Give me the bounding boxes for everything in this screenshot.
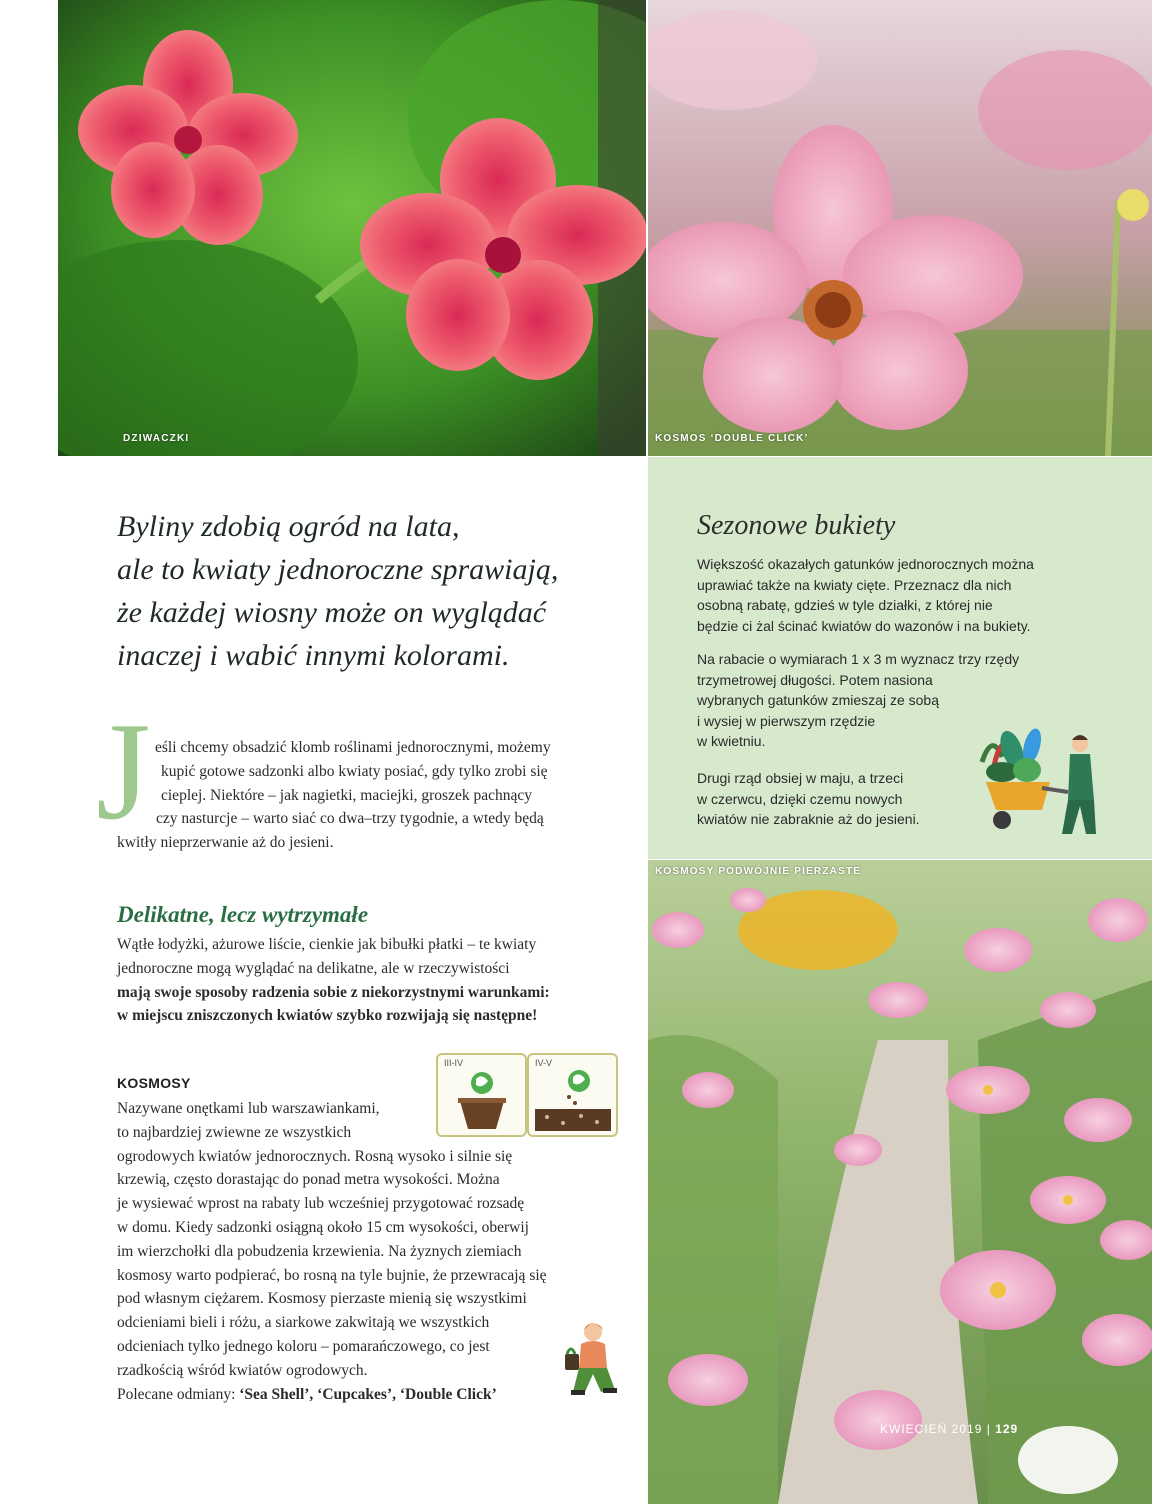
sidebar-paragraph-3 — [697, 768, 920, 830]
delicate-bold-line: w miejscu zniszczonych kwiatów szybko rozwijają się następne! — [117, 1007, 538, 1025]
kosmosy-line: kosmosy warto podpierać, bo rosną na tyle bujnie, że przewracają się — [117, 1266, 547, 1284]
kosmosy-line: Nazywane onętkami lub warszawiankami, — [117, 1100, 380, 1117]
intro-paragraph — [0, 736, 600, 855]
magazine-issue: KWIECIEŃ 2019 — [880, 1422, 983, 1436]
photo-caption: KOSMOS ‘DOUBLE CLICK’ — [655, 433, 809, 444]
wheelbarrow-gardener-illustration — [972, 722, 1112, 840]
sidebar-line: trzymetrowej długości. Potem nasiona — [697, 671, 933, 688]
photo-dziwaczki — [58, 0, 646, 456]
gardener-illustration — [553, 1318, 633, 1398]
folio-separator: | — [986, 1422, 991, 1436]
intro-line: kwitły nieprzerwanie aż do jesieni. — [117, 834, 334, 852]
kosmosy-line: im wierzchołki dla pobudzenia krzewienia. Na żyznych ziemiach — [117, 1242, 522, 1260]
kosmosy-line: rzadkością wśród kwiatów ogrodowych. — [117, 1361, 368, 1379]
sidebar-line: osobną rabatę, gdzieś w tyle działki, z której nie — [697, 597, 993, 614]
sidebar-line: Większość okazałych gatunków jednorocznych można — [697, 556, 1034, 572]
sidebar-line: w czerwcu, dzięki czemu nowych — [697, 790, 903, 807]
drop-cap: J — [96, 694, 151, 849]
page-number: 129 — [995, 1422, 1019, 1436]
sidebar-line: i wysiej w pierwszym rzędzie — [697, 712, 876, 729]
intro-line: czy nasturcje – warto siać co dwa–trzy tygodnie, a wtedy będą — [156, 810, 544, 828]
kosmosy-line: je wysiewać wprost na rabaty lub wcześniej przygotować rozsadę — [117, 1195, 525, 1213]
intro-line: eśli chcemy obsadzić klomb roślinami jednorocznymi, możemy — [155, 739, 551, 756]
delicate-line: Wątłe łodyżki, ażurowe liście, cienkie jak bibułki płatki – te kwiaty — [117, 936, 537, 953]
page-folio — [880, 1422, 1018, 1436]
delicate-paragraph — [117, 933, 637, 1028]
sidebar-paragraph-2 — [697, 649, 1019, 752]
kosmosy-line: odcieniami bieli i różu, a siarkowe zakwitają we wszystkich — [117, 1314, 490, 1332]
sidebar-line: wybranych gatunków zmieszaj ze sobą — [697, 692, 940, 709]
lead-paragraph — [117, 505, 637, 677]
sowing-outdoor-months: IV-V — [535, 1058, 553, 1068]
sidebar-line: Drugi rząd obsiej w maju, a trzeci — [697, 770, 904, 786]
lead-line: Byliny zdobią ogród na lata, — [117, 510, 460, 543]
photo-kosmos-double-click — [648, 0, 1152, 456]
sowing-indoor-months: III-IV — [444, 1058, 464, 1068]
intro-line: kupić gotowe sadzonki albo kwiaty posiać, gdy tylko zrobi się — [161, 762, 548, 780]
kosmosy-line: pod własnym ciężarem. Kosmosy pierzaste mienią się wszystkimi — [117, 1290, 527, 1308]
sidebar-line: Na rabacie o wymiarach 1 x 3 m wyznacz trzy rzędy — [697, 651, 1020, 667]
lead-line: że każdej wiosny może on wyglądać — [117, 596, 547, 629]
sidebar-line: będzie ci żal ścinać kwiatów do wazonów i na bukiety. — [697, 617, 1031, 634]
intro-line: cieplej. Niektóre – jak nagietki, maciejki, groszek pachnący — [161, 786, 532, 804]
kosmosy-line: w domu. Kiedy sadzonki osiągną około 15 cm wysokości, oberwij — [117, 1218, 529, 1236]
varieties-list: ‘Sea Shell’, ‘Cupcakes’, ‘Double Click’ — [239, 1385, 497, 1403]
varieties-prefix: Polecane odmiany: — [117, 1385, 240, 1403]
kosmosy-line: ogrodowych kwiatów jednorocznych. Rosną wysoko i silnie się — [117, 1147, 513, 1165]
sidebar-line: kwiatów nie zabraknie aż do jesieni. — [697, 811, 920, 828]
kosmosy-line: odcieniach tylko jednego koloru – pomarańczowego, co jest — [117, 1337, 490, 1355]
photo-caption: KOSMOSY PODWÓJNIE PIERZASTE — [655, 866, 862, 877]
section-heading-delicate: Delikatne, lecz wytrzymałe — [117, 902, 369, 927]
kosmosy-line: krzewią, często dorastając do ponad metra wysokości. Można — [117, 1171, 500, 1189]
sidebar-line: w kwietniu. — [697, 733, 766, 750]
photo-kosmosy-pierzaste — [648, 860, 1152, 1504]
section-heading-kosmosy: KOSMOSY — [117, 1075, 191, 1091]
sidebar-line: uprawiać także na kwiaty cięte. Przeznacz dla nich — [697, 576, 1012, 593]
sidebar-title: Sezonowe bukiety — [697, 510, 896, 541]
lead-line: inaczej i wabić innymi kolorami. — [117, 639, 510, 672]
lead-line: ale to kwiaty jednoroczne sprawiają, — [117, 553, 559, 586]
sidebar-paragraph-1 — [697, 554, 1034, 636]
photo-caption: DZIWACZKI — [123, 433, 190, 444]
delicate-bold-line: mają swoje sposoby radzenia sobie z niekorzystnymi warunkami: — [117, 983, 550, 1001]
kosmosy-line: to najbardziej zwiewne ze wszystkich — [117, 1123, 352, 1141]
delicate-line: jednoroczne mogą wyglądać na delikatne, ale w rzeczywistości — [117, 959, 510, 977]
